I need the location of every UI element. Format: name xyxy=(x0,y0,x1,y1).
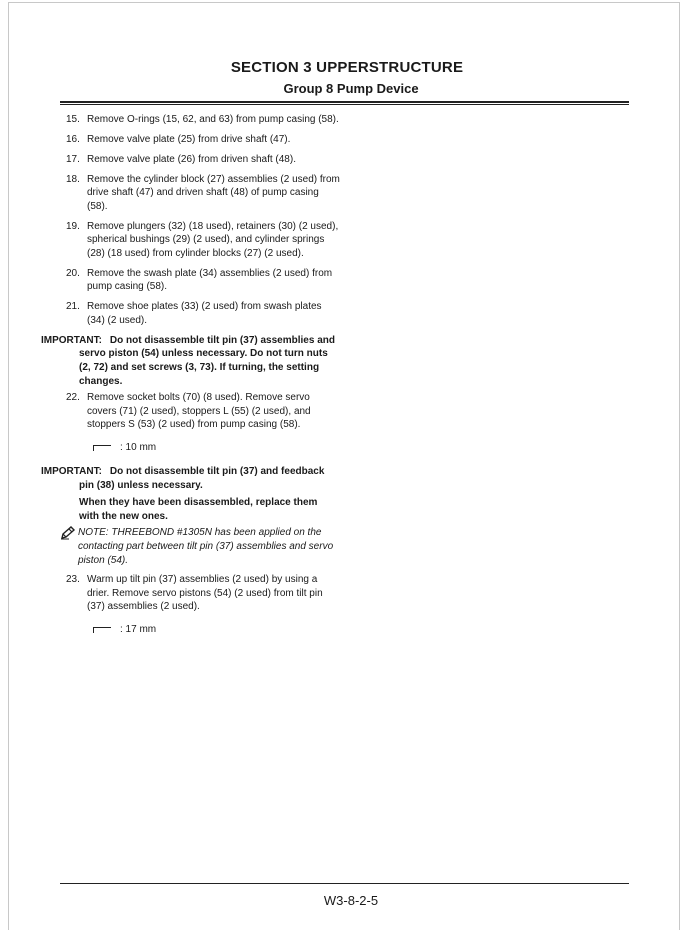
important-text: Do not disassemble tilt pin (37) assemblies and servo piston (54) unless necessary. Do not turn nuts (2, 72) and set screws (3, 73). If turning, the setting changes. xyxy=(79,334,335,387)
step-number: 19. xyxy=(66,220,80,232)
note-text: NOTE: THREEBOND #1305N has been applied on the contacting part between tilt pin (37) assemblies and servo piston (54). xyxy=(78,527,334,566)
important-text: Do not disassemble tilt pin (37) and feedback pin (38) unless necessary. xyxy=(79,465,325,491)
wrench-icon xyxy=(93,445,111,451)
step-16 xyxy=(60,133,340,147)
step-text: Warm up tilt pin (37) assemblies (2 used) by using a drier. Remove servo pistons (54) (2 used) from tilt pin (37) assemblies (2 used). xyxy=(87,574,323,613)
step-19 xyxy=(60,220,340,261)
procedure-content xyxy=(41,113,340,647)
tool-size-text: : 17 mm xyxy=(120,623,157,635)
step-number: 20. xyxy=(66,267,80,279)
step-number: 23. xyxy=(66,574,80,586)
step-text: Remove the cylinder block (27) assemblies (2 used) from drive shaft (47) and driven shaft (48) of pump casing (58). xyxy=(87,173,340,212)
tool-size-17mm xyxy=(60,623,340,637)
footer-rule xyxy=(60,883,629,884)
pencil-icon xyxy=(60,526,76,540)
step-number: 17. xyxy=(66,153,80,165)
important-lead xyxy=(41,465,340,492)
step-text: Remove shoe plates (33) (2 used) from swash plates (34) (2 used). xyxy=(87,301,322,326)
wrench-icon xyxy=(93,627,111,633)
step-21 xyxy=(60,300,340,327)
header-rule xyxy=(60,101,629,105)
important-label: IMPORTANT: xyxy=(41,465,102,477)
important-text-continued: When they have been disassembled, replace them with the new ones. xyxy=(79,497,318,522)
step-text: Remove socket bolts (70) (8 used). Remove servo covers (71) (2 used), stoppers L (55) (2 used), and stoppers S (53) (2 used) from pump casing (58). xyxy=(87,392,311,431)
step-number: 22. xyxy=(66,392,80,404)
page-number: W3-8-2-5 xyxy=(323,893,379,908)
step-20 xyxy=(60,267,340,294)
group-title: Group 8 Pump Device xyxy=(283,81,419,96)
important-notice-2 xyxy=(41,465,340,523)
step-text: Remove valve plate (25) from drive shaft (47). xyxy=(87,133,291,145)
step-23 xyxy=(60,573,340,614)
step-text: Remove O-rings (15, 62, and 63) from pump casing (58). xyxy=(87,114,339,125)
step-18 xyxy=(60,173,340,214)
step-number: 16. xyxy=(66,133,80,145)
step-15 xyxy=(60,113,340,127)
step-17 xyxy=(60,153,340,167)
tool-size-10mm xyxy=(60,441,340,455)
note-block xyxy=(60,526,340,567)
step-number: 15. xyxy=(66,114,80,125)
step-text: Remove the swash plate (34) assemblies (2 used) from pump casing (58). xyxy=(87,267,333,293)
tool-size-text: : 10 mm xyxy=(120,441,157,453)
step-number: 21. xyxy=(66,301,80,313)
important-lead xyxy=(41,334,340,388)
step-text: Remove plungers (32) (18 used), retainers (30) (2 used), spherical bushings (29) (2 used), and cylinder springs (28) (18 used) from cylinder blocks (27) (2 used). xyxy=(87,220,339,259)
step-22 xyxy=(60,391,340,432)
step-number: 18. xyxy=(66,173,80,185)
step-text: Remove valve plate (26) from driven shaft (48). xyxy=(87,153,296,165)
section-title: SECTION 3 UPPERSTRUCTURE xyxy=(230,59,464,76)
important-notice-1 xyxy=(41,334,340,388)
important-label: IMPORTANT: xyxy=(41,334,102,346)
